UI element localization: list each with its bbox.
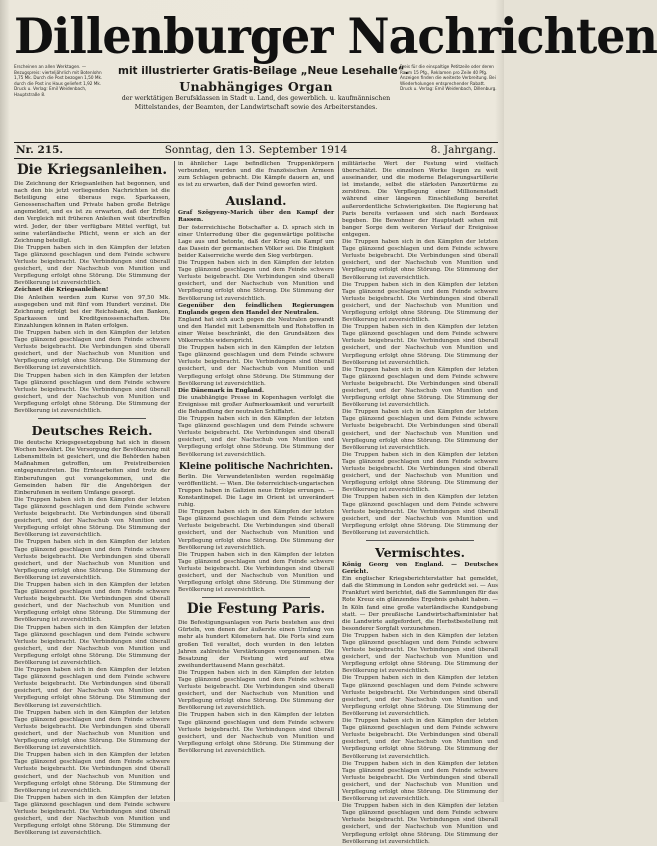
- article-text: Die Truppen haben sich in den Kämpfen der letzten Tage glänzend geschlagen und dem Feinde schwere Verluste beigebracht. Die Verbindungen sind überall gesichert, und der Nachschub von Munition und Verpflegung erfolgt ohne Störung. Die Stimmung der Bevölkerung ist zuversichtlich.: [14, 624, 170, 666]
- issue-number: Nr. 215.: [16, 144, 64, 156]
- article-daenemark: Die unabhängige Presse in Kopenhagen verfolgt die Ereignisse mit großer Aufmerksamkeit und verurteilt die Behandlung der neutralen Schiffahrt.: [178, 394, 334, 415]
- article-kriegsanleihen: Die Zeichnung der Kriegsanleihen hat begonnen, und nach den bis jetzt vorliegenden Nachrichten ist die Beteiligung eine überaus rege. Sparkassen, Genossenschaften und Private haben große Beträge angemeldet, und es ist zu erwarten, daß der Erfolg den Vergleich mit früheren Anleihen weit übertreffen wird. Jeder, der über verfügbare Mittel verfügt, tut seine vaterländische Pflicht, wenn er sich an der Zeichnung beteiligt.: [14, 181, 170, 244]
- article-text: Die Truppen haben sich in den Kämpfen der letzten Tage glänzend geschlagen und dem Feinde schwere Verluste beigebracht. Die Verbindungen sind überall gesichert, und der Nachschub von Munition und Verpflegung erfolgt ohne Störung. Die Stimmung der Bevölkerung ist zuversichtlich.: [178, 416, 334, 458]
- article-festung-paris: Die Befestigungsanlagen von Paris bestehen aus drei Gürteln, von denen der äußerste einen Umfang von mehr als hundert Kilometern hat. Die Forts sind zum großen Teil veraltet, doch wurden in den letzten Jahren zahlreiche Verstärkungen vorgenommen. Die Besatzung der Festung wird auf etwa zweihunderttausend Mann geschätzt.: [178, 620, 334, 669]
- article-deutsches-reich: Die deutsche Kriegsgesetzgebung hat sich in diesen Wochen bewährt. Die Versorgung der Bevölkerung mit Lebensmitteln ist gesichert, und die Behörden haben Maßnahmen getroffen, um Preistreibereien entgegenzutreten. Die Erntearbeiten sind trotz der Einberufungen gut vorangekommen, und die Gemeinden haben für die Angehörigen der Einberufenen in weitem Umfange gesorgt.: [14, 440, 170, 496]
- headline-ausland: Ausland.: [225, 193, 287, 209]
- column-2: [178, 161, 334, 801]
- newspaper-title: Dillenburger Nachrichten: [14, 7, 657, 65]
- article-text: Die Truppen haben sich in den Kämpfen der letzten Tage glänzend geschlagen und dem Feinde schwere Verluste beigebracht. Die Verbindungen sind überall gesichert, und der Nachschub von Munition und Verpflegung erfolgt ohne Störung. Die Stimmung der Bevölkerung ist zuversichtlich.: [14, 667, 170, 709]
- article-text: Die Truppen haben sich in den Kämpfen der letzten Tage glänzend geschlagen und dem Feinde schwere Verluste beigebracht. Die Verbindungen sind überall gesichert, und der Nachschub von Munition und Verpflegung erfolgt ohne Störung. Die Stimmung der Bevölkerung ist zuversichtlich.: [14, 539, 170, 581]
- article-text: Die Truppen haben sich in den Kämpfen der letzten Tage glänzend geschlagen und dem Feinde schwere Verluste beigebracht. Die Verbindungen sind überall gesichert, und der Nachschub von Munition und Verpflegung erfolgt ohne Störung. Die Stimmung der Bevölkerung ist zuversichtlich.: [178, 669, 334, 712]
- headline-kriegsanleihen: Die Kriegsanleihen.: [16, 162, 168, 178]
- column-divider: [174, 161, 175, 801]
- subhead-neutrale: Gegenüber den feindlichen Regierungen Englands gegen den Handel der Neutralen.: [178, 302, 334, 316]
- subscription-info-box: Erscheinen an allen Werktagen. — Bezugspreis: vierteljährlich mit Botenlohn 1,75 Mk. Durch die Post bezogen 1,50 Mk. durch die Post ins Haus geliefert 1,92 Mk. Druck u. Verlag: Emil Weidenbach, Hauptstraße 8.: [14, 64, 103, 97]
- masthead-center: [118, 64, 409, 112]
- column-1: [14, 161, 170, 837]
- dateline: [14, 142, 498, 159]
- volume-number: 8. Jahrgang.: [430, 144, 496, 156]
- article-text: Die Truppen haben sich in den Kämpfen der letzten Tage glänzend geschlagen und dem Feinde schwere Verluste beigebracht. Die Verbindungen sind überall gesichert, und der Nachschub von Munition und Verpflegung erfolgt ohne Störung. Die Stimmung der Bevölkerung ist zuversichtlich.: [342, 281, 498, 324]
- article-text: Die Truppen haben sich in den Kämpfen der letzten Tage glänzend geschlagen und dem Feinde schwere Verluste beigebracht. Die Verbindungen sind überall gesichert, und der Nachschub von Munition und Verpflegung erfolgt ohne Störung. Die Stimmung der Bevölkerung ist zuversichtlich.: [342, 366, 498, 409]
- article-columns: [14, 161, 498, 845]
- article-text: Die Truppen haben sich in den Kämpfen der letzten Tage glänzend geschlagen und dem Feinde schwere Verluste beigebracht. Die Verbindungen sind überall gesichert, und der Nachschub von Munition und Verpflegung erfolgt ohne Störung. Die Stimmung der Bevölkerung ist zuversichtlich.: [178, 260, 334, 302]
- article-neutrale: England hat sich auch gegen die Neutralen gewandt und den Handel mit Lebensmitteln und Rohstoffen in einer Weise beschränkt, die den Grundsätzen des Völkerrechts widerspricht.: [178, 316, 334, 345]
- article-text: Die Truppen haben sich in den Kämpfen der letzten Tage glänzend geschlagen und dem Feinde schwere Verluste beigebracht. Die Verbindungen sind überall gesichert, und der Nachschub von Munition und Verpflegung erfolgt ohne Störung. Die Stimmung der Bevölkerung ist zuversichtlich.: [14, 709, 170, 752]
- headline-vermischtes: Vermischtes.: [375, 544, 465, 560]
- article-vermischtes: Ein englischer Kriegsberichterstatter hat gemeldet, daß die Stimmung in London sehr gedrückt sei. — Aus Frankfurt wird berichtet, daß die Sammlungen für das Rote Kreuz ein glänzendes Ergebnis gehabt haben. — In Köln fand eine große vaterländische Kundgebung statt. — Der preußische Landwirtschaftsminister hat die Landwirte aufgefordert, die Herbstbestellung mit besonderer Sorgfalt vorzunehmen.: [342, 576, 498, 632]
- section-separator: [38, 418, 146, 419]
- article-text: Die Truppen haben sich in den Kämpfen der letzten Tage glänzend geschlagen und dem Feinde schwere Verluste beigebracht. Die Verbindungen sind überall gesichert, und der Nachschub von Munition und Verpflegung erfolgt ohne Störung. Die Stimmung der Bevölkerung ist zuversichtlich.: [342, 409, 498, 451]
- subhead-daenemark: Die Dänemark in England.: [178, 387, 264, 394]
- article-text: Die Truppen haben sich in den Kämpfen der letzten Tage glänzend geschlagen und dem Feinde schwere Verluste beigebracht. Die Verbindungen sind überall gesichert, und der Nachschub von Munition und Verpflegung erfolgt ohne Störung. Die Stimmung der Bevölkerung ist zuversichtlich.: [14, 794, 170, 837]
- headline-deutsches-reich: Deutsches Reich.: [31, 423, 153, 439]
- supplement-line: mit illustrierter Gratis-Beilage „Neue Lesehalle“.: [118, 65, 409, 77]
- headline-kleine-nachrichten: Kleine politische Nachrichten.: [178, 461, 334, 472]
- article-text: Die Truppen haben sich in den Kämpfen der letzten Tage glänzend geschlagen und dem Feinde schwere Verluste beigebracht. Die Verbindungen sind überall gesichert, und der Nachschub von Munition und Verpflegung erfolgt ohne Störung. Die Stimmung der Bevölkerung ist zuversichtlich.: [342, 494, 498, 536]
- masthead-subrow: [14, 64, 498, 142]
- article-text: Die Truppen haben sich in den Kämpfen der letzten Tage glänzend geschlagen und dem Feinde schwere Verluste beigebracht. Die Verbindungen sind überall gesichert, und der Nachschub von Munition und Verpflegung erfolgt ohne Störung. Die Stimmung der Bevölkerung ist zuversichtlich.: [14, 581, 170, 624]
- article-text: Die Truppen haben sich in den Kämpfen der letzten Tage glänzend geschlagen und dem Feinde schwere Verluste beigebracht. Die Verbindungen sind überall gesichert, und der Nachschub von Munition und Verpflegung erfolgt ohne Störung. Die Stimmung der Bevölkerung ist zuversichtlich.: [342, 760, 498, 803]
- advertising-info-box: Preis für die einspaltige Petitzeile oder deren Raum 15 Pfg., Reklamen pro Zeile 40 Pfg. Anzeigen finden die weiteste Verbreitung. Bei Wiederholungen entsprechender Rabatt. Druck u. Verlag: Emil Weidenbach, Dillenburg.: [400, 64, 497, 92]
- article-text: Die Truppen haben sich in den Kämpfen der letzten Tage glänzend geschlagen und dem Feinde schwere Verluste beigebracht. Die Verbindungen sind überall gesichert, und der Nachschub von Munition und Verpflegung erfolgt ohne Störung. Die Stimmung der Bevölkerung ist zuversichtlich.: [14, 244, 170, 287]
- article-text: Die Truppen haben sich in den Kämpfen der letzten Tage glänzend geschlagen und dem Feinde schwere Verluste beigebracht. Die Verbindungen sind überall gesichert, und der Nachschub von Munition und Verpflegung erfolgt ohne Störung. Die Stimmung der Bevölkerung ist zuversichtlich.: [14, 372, 170, 414]
- article-zeichnung: Die Anleihen werden zum Kurse von 97,50 Mk. ausgegeben und mit fünf vom Hundert verzinst. Die Zeichnung erfolgt bei der Reichsbank, den Banken, Sparkassen und Kreditgenossenschaften. Die Einzahlungen können in Raten erfolgen.: [14, 294, 170, 329]
- article-text: Die Truppen haben sich in den Kämpfen der letzten Tage glänzend geschlagen und dem Feinde schwere Verluste beigebracht. Die Verbindungen sind überall gesichert, und der Nachschub von Munition und Verpflegung erfolgt ohne Störung. Die Stimmung der Bevölkerung ist zuversichtlich.: [342, 239, 498, 281]
- section-separator: [202, 597, 310, 598]
- organ-line: Unabhängiges Organ: [179, 79, 333, 94]
- article-text: Die Truppen haben sich in den Kämpfen der letzten Tage glänzend geschlagen und dem Feinde schwere Verluste beigebracht. Die Verbindungen sind überall gesichert, und der Nachschub von Munition und Verpflegung erfolgt ohne Störung. Die Stimmung der Bevölkerung ist zuversichtlich.: [178, 551, 334, 594]
- article-text: Die Truppen haben sich in den Kämpfen der letzten Tage glänzend geschlagen und dem Feinde schwere Verluste beigebracht. Die Verbindungen sind überall gesichert, und der Nachschub von Munition und Verpflegung erfolgt ohne Störung. Die Stimmung der Bevölkerung ist zuversichtlich.: [342, 451, 498, 494]
- article-text: Die Truppen haben sich in den Kämpfen der letzten Tage glänzend geschlagen und dem Feinde schwere Verluste beigebracht. Die Verbindungen sind überall gesichert, und der Nachschub von Munition und Verpflegung erfolgt ohne Störung. Die Stimmung der Bevölkerung ist zuversichtlich.: [342, 718, 498, 760]
- article-text: Die Truppen haben sich in den Kämpfen der letzten Tage glänzend geschlagen und dem Feinde schwere Verluste beigebracht. Die Verbindungen sind überall gesichert, und der Nachschub von Munition und Verpflegung erfolgt ohne Störung. Die Stimmung der Bevölkerung ist zuversichtlich.: [342, 632, 498, 675]
- organ-description: der werktätigen Berufsklassen in Stadt u. Land, des gewerblich. u. kaufmännischen Mittelstandes, der Beamten, der Landwirtschaft sowie des Arbeiterstandes.: [121, 95, 391, 111]
- headline-festung-paris: Die Festung Paris.: [186, 601, 326, 618]
- article-text: Die Truppen haben sich in den Kämpfen der letzten Tage glänzend geschlagen und dem Feinde schwere Verluste beigebracht. Die Verbindungen sind überall gesichert, und der Nachschub von Munition und Verpflegung erfolgt ohne Störung. Die Stimmung der Bevölkerung ist zuversichtlich.: [178, 345, 334, 387]
- article-text: Die Truppen haben sich in den Kämpfen der letzten Tage glänzend geschlagen und dem Feinde schwere Verluste beigebracht. Die Verbindungen sind überall gesichert, und der Nachschub von Munition und Verpflegung erfolgt ohne Störung. Die Stimmung der Bevölkerung ist zuversichtlich.: [14, 329, 170, 372]
- article-text: Die Truppen haben sich in den Kämpfen der letzten Tage glänzend geschlagen und dem Feinde schwere Verluste beigebracht. Die Verbindungen sind überall gesichert, und der Nachschub von Munition und Verpflegung erfolgt ohne Störung. Die Stimmung der Bevölkerung ist zuversichtlich.: [14, 496, 170, 539]
- article-text: Die Truppen haben sich in den Kämpfen der letzten Tage glänzend geschlagen und dem Feinde schwere Verluste beigebracht. Die Verbindungen sind überall gesichert, und der Nachschub von Munition und Verpflegung erfolgt ohne Störung. Die Stimmung der Bevölkerung ist zuversichtlich.: [342, 803, 498, 845]
- article-szoegyeny: Der österreichische Botschafter a. D. sprach sich in einer Unterredung über die gegenwärtige politische Lage aus und betonte, daß der Krieg ein Kampf um das Dasein der germanischen Völker sei. Die Einigkeit beider Kaiserreiche werde den Sieg verbürgen.: [178, 224, 334, 259]
- article-text: Die Truppen haben sich in den Kämpfen der letzten Tage glänzend geschlagen und dem Feinde schwere Verluste beigebracht. Die Verbindungen sind überall gesichert, und der Nachschub von Munition und Verpflegung erfolgt ohne Störung. Die Stimmung der Bevölkerung ist zuversichtlich.: [14, 752, 170, 794]
- column-3: [342, 161, 498, 845]
- article-text: Die Truppen haben sich in den Kämpfen der letzten Tage glänzend geschlagen und dem Feinde schwere Verluste beigebracht. Die Verbindungen sind überall gesichert, und der Nachschub von Munition und Verpflegung erfolgt ohne Störung. Die Stimmung der Bevölkerung ist zuversichtlich.: [178, 509, 334, 551]
- column-divider: [338, 161, 339, 801]
- article-text: Die Truppen haben sich in den Kämpfen der letzten Tage glänzend geschlagen und dem Feinde schwere Verluste beigebracht. Die Verbindungen sind überall gesichert, und der Nachschub von Munition und Verpflegung erfolgt ohne Störung. Die Stimmung der Bevölkerung ist zuversichtlich.: [342, 675, 498, 717]
- masthead: [14, 7, 657, 65]
- subhead-koenig-georg: König Georg von England. — Deutsches Gericht.: [342, 561, 498, 576]
- subhead-szoegyeny: Graf Szögyeny-Marich über den Kampf der Rassen.: [178, 210, 334, 224]
- issue-date: Sonntag, den 13. September 1914: [164, 144, 348, 156]
- article-festung-paris-cont: militärische Wert der Festung wird vielfach überschätzt. Die einzelnen Werke liegen zu weit auseinander, und die moderne Belagerungsartillerie ist imstande, selbst die stärksten Panzertürme zu zerstören. Die Verpflegung einer Millionenstadt während einer längeren Einschließung bereitet außerordentliche Schwierigkeiten. Die Regierung hat Paris bereits verlassen und sich nach Bordeaux begeben. Die Bewohner der Hauptstadt sehen mit banger Sorge dem weiteren Verlauf der Ereignisse entgegen.: [342, 161, 498, 238]
- article-text: Die Truppen haben sich in den Kämpfen der letzten Tage glänzend geschlagen und dem Feinde schwere Verluste beigebracht. Die Verbindungen sind überall gesichert, und der Nachschub von Munition und Verpflegung erfolgt ohne Störung. Die Stimmung der Bevölkerung ist zuversichtlich.: [342, 324, 498, 366]
- article-text: Die Truppen haben sich in den Kämpfen der letzten Tage glänzend geschlagen und dem Feinde schwere Verluste beigebracht. Die Verbindungen sind überall gesichert, und der Nachschub von Munition und Verpflegung erfolgt ohne Störung. Die Stimmung der Bevölkerung ist zuversichtlich.: [178, 712, 334, 754]
- subhead-zeichnet: Zeichnet die Kriegsanleihen!: [14, 287, 109, 294]
- article-front-report: in ähnlicher Lage befindlichen Truppenkörpern verbunden, wurden und die französischen Armeen zum Schlagen gebracht. Die Kämpfe dauern an, und es ist zu erwarten, daß der Feind geworfen wird.: [178, 161, 334, 189]
- section-separator: [366, 540, 474, 541]
- article-kleine-nachrichten: Berlin. Die Verwundetenlisten werden regelmäßig veröffentlicht. — Wien. Die österreichisch-ungarischen Truppen haben in Galizien neue Erfolge errungen. — Konstantinopel. Die Lage im Orient ist unverändert ruhig.: [178, 473, 334, 509]
